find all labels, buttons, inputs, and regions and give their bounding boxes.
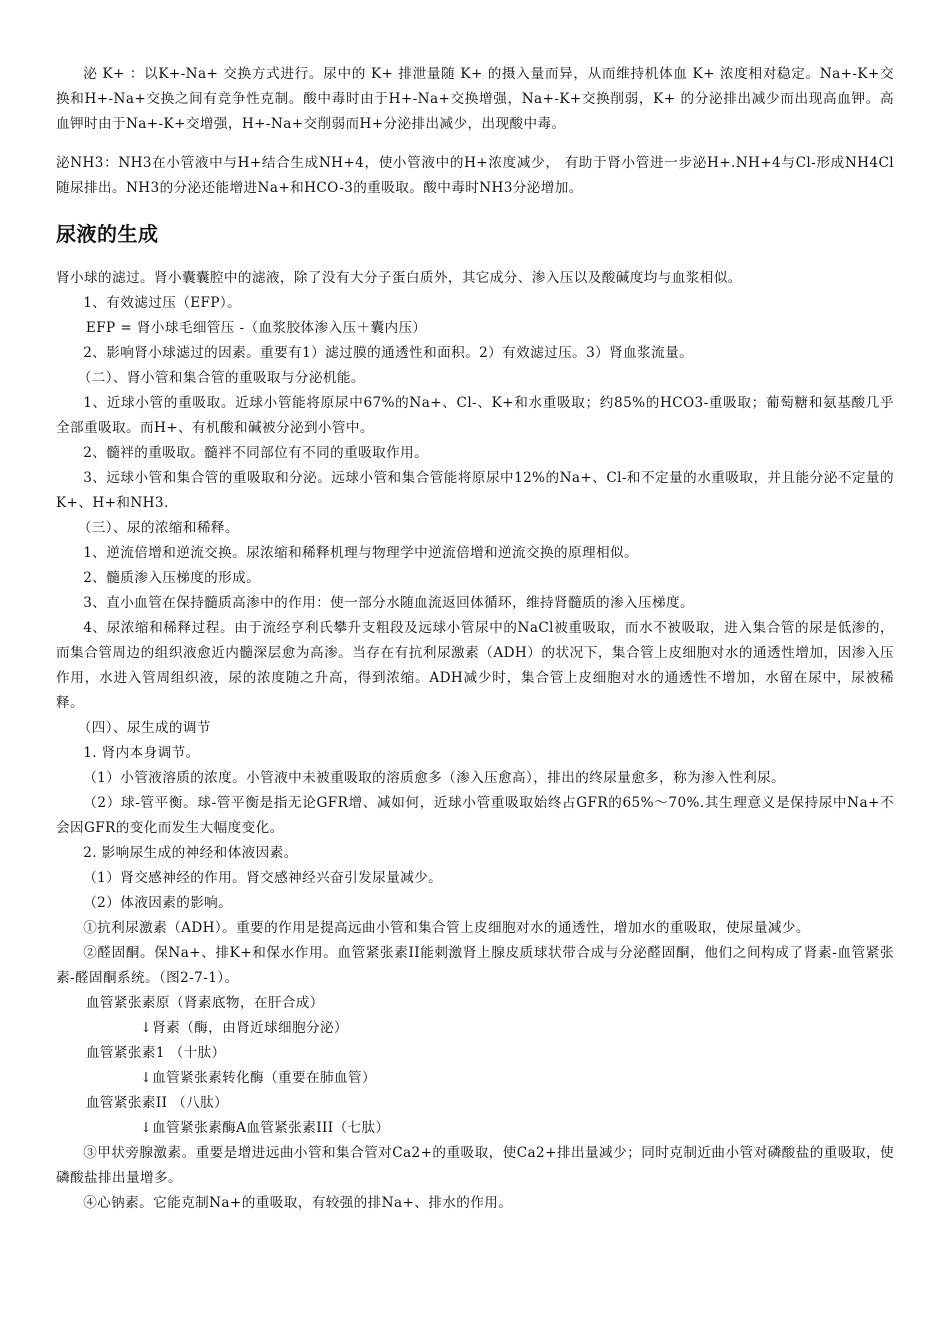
document-page — [56, 62, 894, 1216]
item-sympathetic: （1）肾交感神经的作用。肾交感神经兴奋引发尿量减少。 — [83, 870, 443, 886]
cascade-renin: ↓肾素（酶，由肾近球细胞分泌） — [140, 1020, 349, 1036]
item-anp: ④心钠素。它能克制Na+的重吸取，有较强的排Na+、排水的作用。 — [83, 1195, 513, 1211]
paragraph-glomerular-filtration: 肾小球的滤过。肾小囊囊腔中的滤液，除了没有大分子蛋白质外，其它成分、渗入压以及酸碱度均与血浆相似。 — [56, 270, 742, 286]
paragraph-nh3-secretion: 泌NH3：NH3在小管液中与H+结合生成NH+4，使小管液中的H+浓度减少， 有助于肾小管进一步泌H+.NH+4与Cl-形成NH4Cl随尿排出。NH3的分泌还能增进Na+和HCO-3的重吸取。酸中毒时NH3分泌增加。 — [56, 155, 894, 196]
item-countercurrent: 1、逆流倍增和逆流交换。尿浓缩和稀释机理与物理学中逆流倍增和逆流交换的原理相似。 — [83, 545, 638, 561]
item-distal-tubule: 3、远球小管和集合管的重吸取和分泌。远球小管和集合管能将原尿中12%的Na+、Cl-和不定量的水重吸取，并且能分泌不定量的K+、H+和NH3. — [56, 470, 894, 511]
formula-efp: EFP = 肾小球毛细管压 -（血浆胶体渗入压＋囊内压） — [85, 320, 427, 336]
item-neural-humoral: 2. 影响尿生成的神经和体液因素。 — [83, 845, 298, 861]
cascade-angiotensin-2: 血管紧张素II （八肽） — [85, 1095, 229, 1111]
item-parathyroid-hormone: ③甲状旁腺激素。重要是增进远曲小管和集合管对Ca2+的重吸取，使Ca2+排出量减少；同时克制近曲小管对磷酸盐的重吸取，使磷酸盐排出量增多。 — [56, 1145, 894, 1186]
cascade-angiotensinogen: 血管紧张素原（肾素底物，在肝合成） — [85, 995, 324, 1011]
item-loop-of-henle: 2、髓袢的重吸取。髓袢不同部位有不同的重吸取作用。 — [83, 445, 429, 461]
paragraph-k-secretion: 泌 K+ ：以K+-Na+ 交换方式进行。尿中的 K+ 排泄量随 K+ 的摄入量而异，从而维持机体血 K+ 浓度相对稳定。Na+-K+交换和H+-Na+交换之间有竞争性克制。酸中毒时由于H+-Na+交换增强，Na+-K+交换削弱，K+ 的分泌排出减少而出现高血钾。高血钾时由于Na+-K+交增强，H+-Na+交削弱而H+分泌排出减少，出现酸中毒。 — [56, 66, 894, 132]
cascade-angiotensin-1: 血管紧张素1 （十肽） — [85, 1045, 226, 1061]
item-glomerulotubular-balance: （2）球-管平衡。球-管平衡是指无论GFR增、减如何，近球小管重吸取始终占GFR的65%～70%.其生理意义是保持尿中Na+不会因GFR的变化而发生大幅度变化。 — [56, 795, 894, 836]
item-filtration-factors: 2、影响肾小球滤过的因素。重要有1）滤过膜的通透性和面积。2）有效滤过压。3）肾血浆流量。 — [83, 345, 694, 361]
item-concentration-process: 4、尿浓缩和稀释过程。由于流经亨利氏攀升支粗段及远球小管尿中的NaCl被重吸取，而水不被吸取，进入集合管的尿是低渗的，而集合管周边的组织液愈近内髓深层愈为高渗。当存在有抗利尿激素（ADH）的状况下，集合管上皮细胞对水的通透性增加，因渗入压作用，水进入管周组织液，尿的浓度随之升高，得到浓缩。ADH减少时，集合管上皮细胞对水的通透性不增加，水留在尿中，尿被稀释。 — [56, 620, 894, 711]
subsection-heading-3: （三）、尿的浓缩和稀释。 — [77, 520, 239, 536]
cascade-angiotensin-3: ↓血管紧张素酶A血管紧张素III（七肽） — [140, 1120, 390, 1136]
item-adh: ①抗利尿激素（ADH）。重要的作用是提高远曲小管和集合管上皮细胞对水的通透性，增加水的重吸取，使尿量减少。 — [83, 920, 810, 936]
subsection-heading-2: （二）、肾小管和集合管的重吸取与分泌机能。 — [77, 370, 365, 386]
section-heading: 尿液的生成 — [56, 222, 159, 246]
item-solute-concentration: （1）小管液溶质的浓度。小管液中未被重吸取的溶质愈多（渗入压愈高），排出的终尿量愈多，称为渗入性利尿。 — [83, 770, 786, 786]
item-intrinsic-regulation: 1. 肾内本身调节。 — [83, 745, 200, 761]
item-osmotic-gradient: 2、髓质渗入压梯度的形成。 — [83, 570, 261, 586]
item-efp: 1、有效滤过压（EFP）。 — [83, 295, 242, 311]
item-proximal-tubule: 1、近球小管的重吸取。近球小管能将原尿中67%的Na+、Cl-、K+和水重吸取；约85%的HCO3-重吸取；葡萄糖和氨基酸几乎全部重吸取。而H+、有机酸和碱被分泌到小管中。 — [56, 395, 894, 436]
item-vasa-recta: 3、直小血管在保持髓质高渗中的作用：使一部分水随血流返回体循环，维持肾髓质的渗入压梯度。 — [83, 595, 694, 611]
item-aldosterone: ②醛固酮。保Na+、排K+和保水作用。血管紧张素II能刺激肾上腺皮质球状带合成与分泌醛固酮，他们之间构成了肾素-血管紧张素-醛固酮系统。（图2-7-1）。 — [56, 945, 894, 986]
cascade-ace: ↓血管紧张素转化酶（重要在肺血管） — [140, 1070, 377, 1086]
item-humoral-factors: （2）体液因素的影响。 — [83, 895, 233, 911]
subsection-heading-4: （四）、尿生成的调节 — [77, 720, 211, 736]
